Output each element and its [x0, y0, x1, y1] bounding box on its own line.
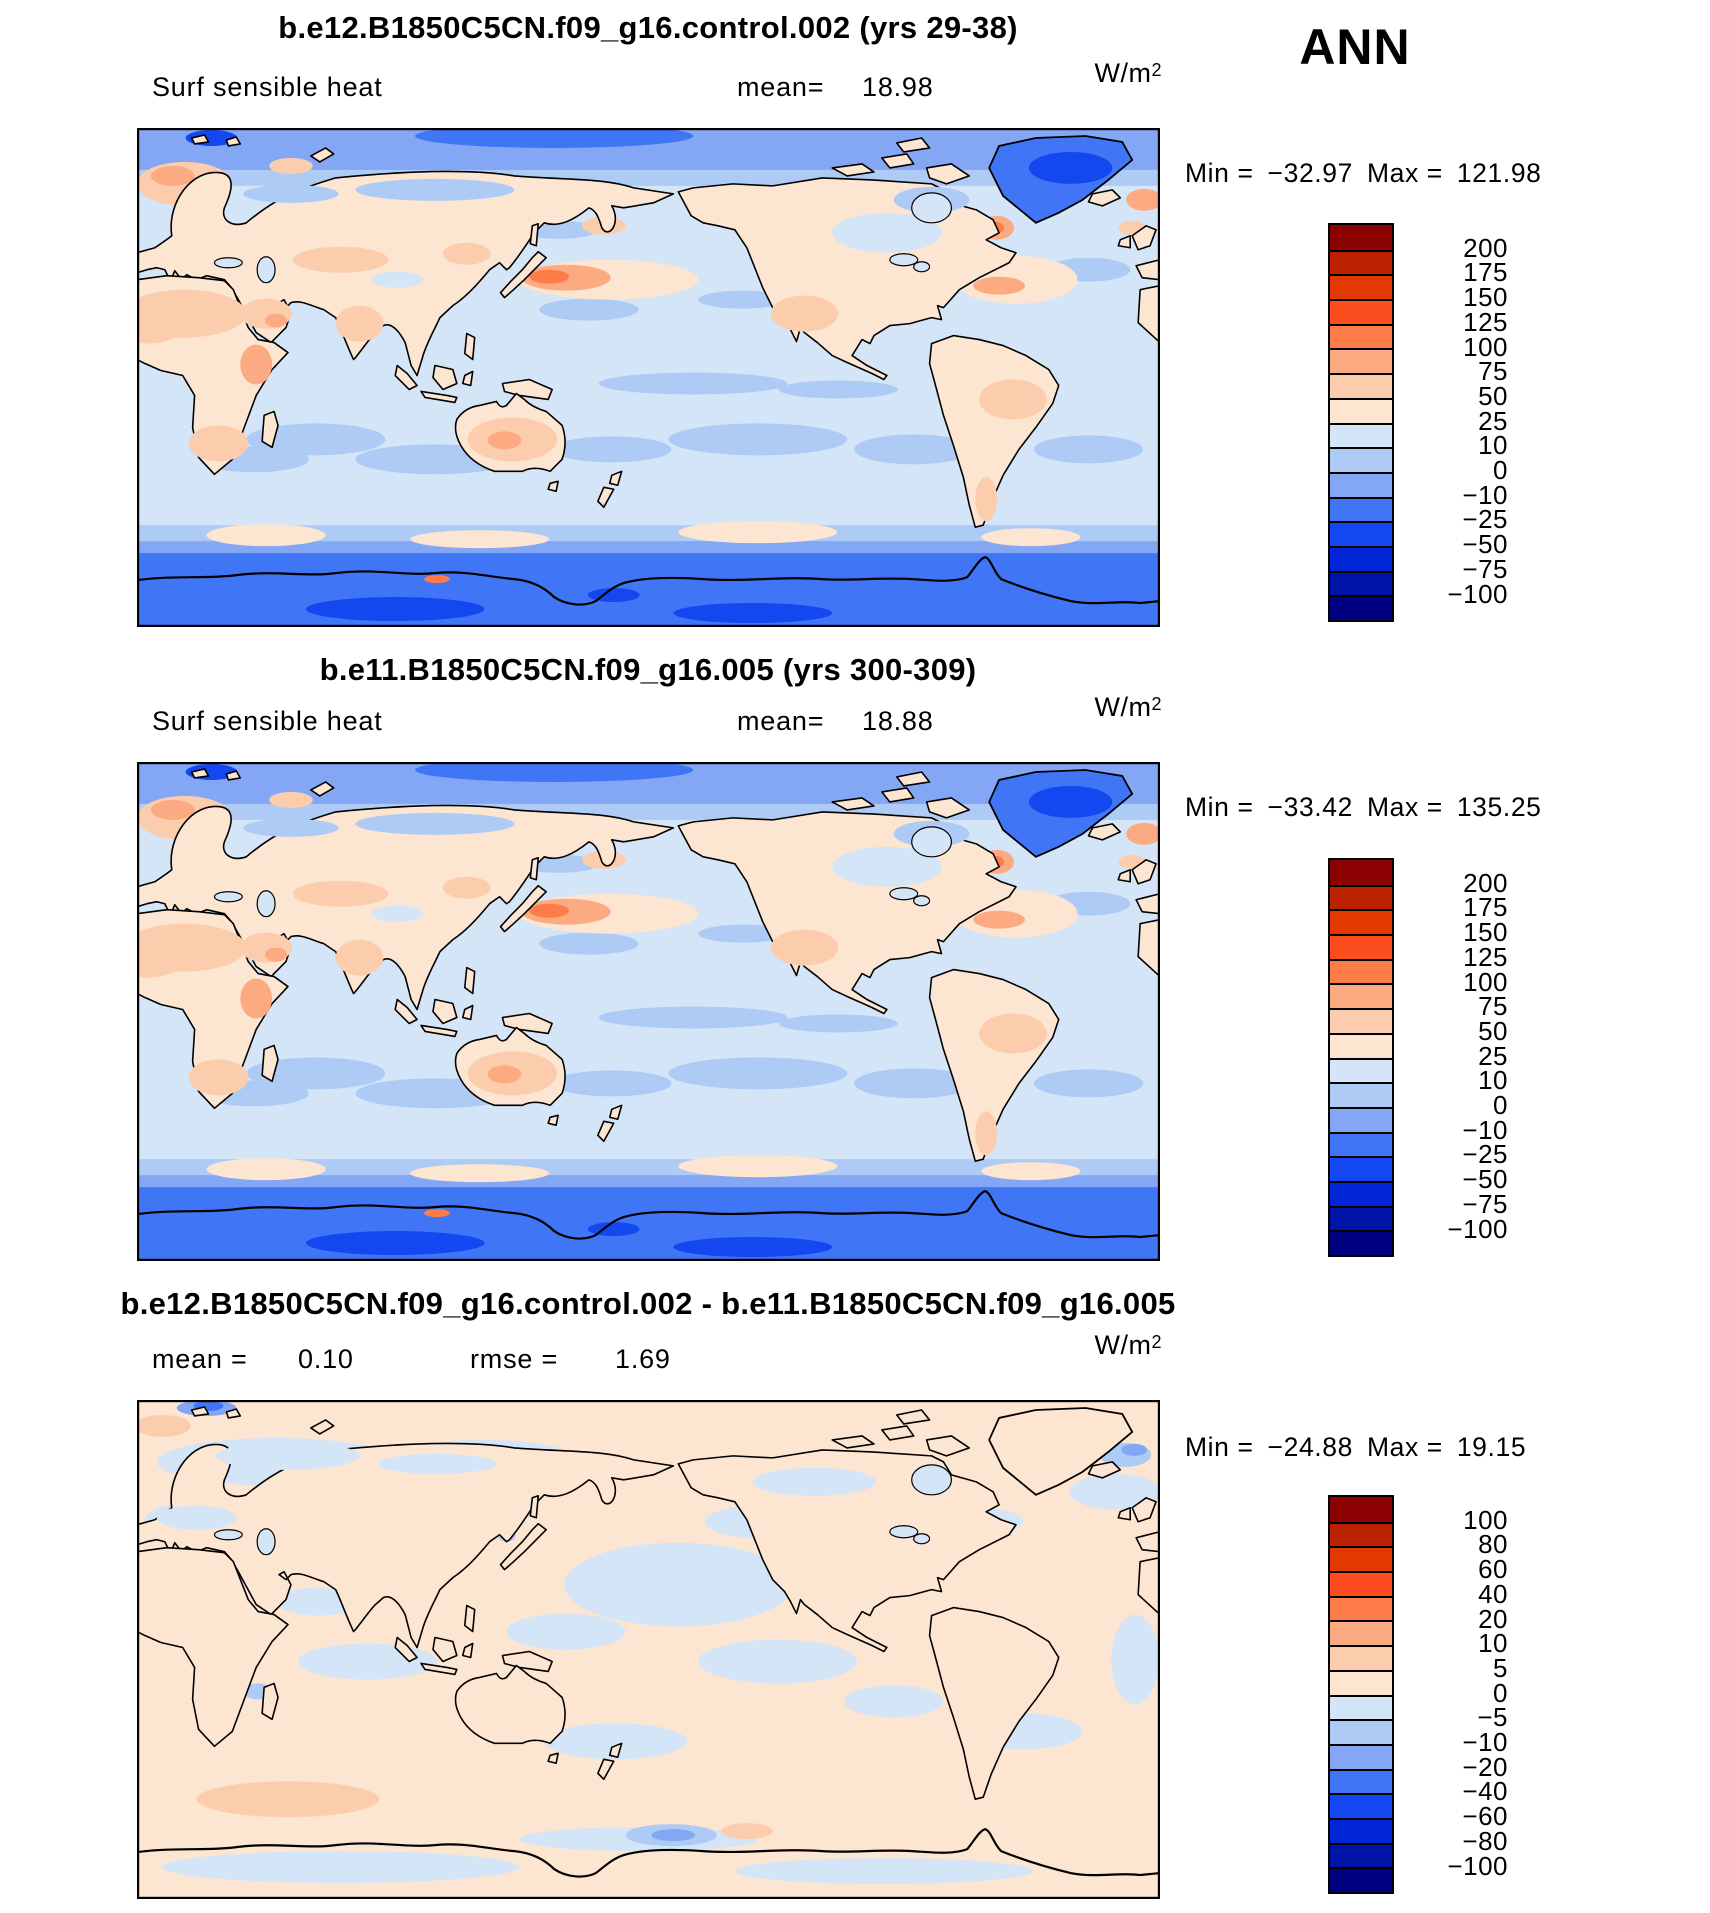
colorbar-tick-label: −5 — [1477, 1702, 1508, 1733]
panel3-title: b.e12.B1850C5CN.f09_g16.control.002 - b.e11.B1850C5CN.f09_g16.005 — [120, 1286, 1176, 1321]
colorbar-tick-label: −10 — [1462, 479, 1508, 510]
colorbar-segment — [1330, 497, 1392, 522]
colorbar-segment — [1330, 1818, 1392, 1843]
colorbar-tick-label: 200 — [1463, 867, 1508, 898]
colorbar-tick-label: 10 — [1478, 1065, 1508, 1096]
colorbar-tick-label: 200 — [1463, 232, 1508, 263]
panel3-min-label: Min = — [1185, 1432, 1254, 1462]
panel1-title: b.e12.B1850C5CN.f09_g16.control.002 (yrs 29-38) — [278, 10, 1018, 45]
colorbar-labels-panel-3 — [1398, 1495, 1508, 1890]
panel3-max-value: 19.15 — [1456, 1432, 1527, 1462]
panel2-title: b.e11.B1850C5CN.f09_g16.005 (yrs 300-309) — [319, 652, 977, 687]
colorbar-labels-panel-2 — [1398, 858, 1508, 1253]
colorbar-panel-1 — [1328, 223, 1394, 622]
colorbar-segment — [1330, 423, 1392, 448]
colorbar-segment — [1330, 299, 1392, 324]
colorbar-tick-label: −100 — [1447, 578, 1508, 609]
colorbar-segment — [1330, 1596, 1392, 1621]
colorbar-segment — [1330, 546, 1392, 571]
colorbar-segment — [1330, 1546, 1392, 1571]
colorbar-tick-label: 50 — [1478, 1015, 1508, 1046]
colorbar-segment — [1330, 250, 1392, 275]
panel2-max-value: 135.25 — [1456, 792, 1542, 822]
colorbar-tick-label: 10 — [1478, 430, 1508, 461]
panel1-variable-label: Surf sensible heat — [152, 72, 383, 102]
panel1-minmax — [1185, 158, 1645, 189]
panel1-min-label: Min = — [1185, 158, 1254, 188]
panel2-max-label: Max = — [1366, 792, 1443, 822]
colorbar-tick-label: 175 — [1463, 892, 1508, 923]
colorbar-tick-label: −75 — [1462, 553, 1508, 584]
colorbar-tick-label: −60 — [1462, 1801, 1508, 1832]
panel1-mean-value: 18.98 — [862, 72, 934, 102]
panel3-mean-value: 0.10 — [298, 1344, 354, 1374]
colorbar-tick-label: 0 — [1493, 455, 1508, 485]
colorbar-segment — [1330, 1769, 1392, 1794]
colorbar-segment — [1330, 1744, 1392, 1769]
colorbar-segment — [1330, 1008, 1392, 1033]
panel1-units-label: $W/m^2$ — [1094, 58, 1162, 88]
colorbar-tick-label: 10 — [1478, 1628, 1508, 1659]
colorbar-tick-label: 150 — [1463, 282, 1508, 313]
colorbar-tick-label: 175 — [1463, 257, 1508, 288]
colorbar-tick-label: −10 — [1462, 1114, 1508, 1145]
colorbar-segment — [1330, 348, 1392, 373]
colorbar-segment — [1330, 1719, 1392, 1744]
colorbar-segment — [1330, 274, 1392, 299]
colorbar-segment — [1330, 1867, 1392, 1892]
colorbar-tick-label: −10 — [1462, 1727, 1508, 1757]
panel3-mean-label: mean = — [152, 1344, 248, 1374]
colorbar-segment — [1330, 1497, 1392, 1522]
colorbar-labels-panel-1 — [1398, 223, 1508, 618]
world-contour-map-case1 — [137, 128, 1160, 627]
panel2-mean-label: mean= — [737, 706, 825, 736]
colorbar-tick-label: 20 — [1478, 1603, 1508, 1634]
colorbar-segment — [1330, 1522, 1392, 1547]
colorbar-tick-label: 25 — [1478, 1040, 1508, 1071]
colorbar-tick-label: −20 — [1462, 1751, 1508, 1782]
season-label: ANN — [1299, 19, 1411, 75]
panel3-rmse-value: 1.69 — [615, 1344, 671, 1374]
colorbar-tick-label: −40 — [1462, 1776, 1508, 1807]
colorbar-tick-label: 40 — [1478, 1578, 1508, 1609]
colorbar-segment — [1330, 1793, 1392, 1818]
colorbar-tick-label: 50 — [1478, 380, 1508, 411]
colorbar-segment — [1330, 909, 1392, 934]
colorbar-tick-label: 75 — [1478, 991, 1508, 1022]
colorbar-segment — [1330, 1571, 1392, 1596]
panel2-variable-label: Surf sensible heat — [152, 706, 383, 736]
colorbar-segment — [1330, 521, 1392, 546]
map-panel-1 — [137, 128, 1160, 627]
panel2-mean-value: 18.88 — [862, 706, 934, 736]
colorbar-segment — [1330, 324, 1392, 349]
colorbar-segment — [1330, 1843, 1392, 1868]
colorbar-segment — [1330, 1107, 1392, 1132]
colorbar-segment — [1330, 373, 1392, 398]
panel1-min-value: −32.97 — [1267, 158, 1353, 188]
colorbar-segment — [1330, 1645, 1392, 1670]
colorbar-segment — [1330, 1695, 1392, 1720]
colorbar-segment — [1330, 571, 1392, 596]
colorbar-tick-label: −50 — [1462, 529, 1508, 560]
colorbar-tick-label: 60 — [1478, 1554, 1508, 1585]
colorbar-segment — [1330, 398, 1392, 423]
colorbar-segment — [1330, 1206, 1392, 1231]
colorbar-tick-label: 125 — [1463, 941, 1508, 972]
colorbar-segment — [1330, 1230, 1392, 1255]
panel3-minmax — [1185, 1432, 1645, 1463]
colorbar-tick-label: −25 — [1462, 504, 1508, 535]
map-panel-2 — [137, 762, 1160, 1261]
panel2-min-label: Min = — [1185, 792, 1254, 822]
panel1-max-value: 121.98 — [1456, 158, 1542, 188]
colorbar-tick-label: 100 — [1463, 331, 1508, 362]
colorbar-segment — [1330, 1181, 1392, 1206]
colorbar-tick-label: 80 — [1478, 1529, 1508, 1560]
colorbar-tick-label: −80 — [1462, 1825, 1508, 1856]
colorbar-tick-label: 125 — [1463, 306, 1508, 337]
world-contour-map-case2 — [137, 762, 1160, 1261]
colorbar-segment — [1330, 1670, 1392, 1695]
colorbar-segment — [1330, 983, 1392, 1008]
colorbar-tick-label: −75 — [1462, 1188, 1508, 1219]
colorbar-tick-label: 100 — [1463, 1504, 1508, 1535]
colorbar-segment — [1330, 1156, 1392, 1181]
panel2-minmax — [1185, 792, 1645, 823]
panel3-rmse-label: rmse = — [470, 1344, 559, 1374]
colorbar-panel-2 — [1328, 858, 1394, 1257]
panel2-units-label: $W/m^2$ — [1094, 692, 1162, 722]
colorbar-tick-label: 150 — [1463, 917, 1508, 948]
colorbar-segment — [1330, 860, 1392, 885]
colorbar-segment — [1330, 1620, 1392, 1645]
panel2-min-value: −33.42 — [1267, 792, 1353, 822]
colorbar-segment — [1330, 1033, 1392, 1058]
colorbar-segment — [1330, 472, 1392, 497]
colorbar-tick-label: 100 — [1463, 966, 1508, 997]
colorbar-tick-label: −50 — [1462, 1164, 1508, 1195]
colorbar-segment — [1330, 1132, 1392, 1157]
colorbar-tick-label: 75 — [1478, 356, 1508, 387]
colorbar-segment — [1330, 885, 1392, 910]
panel1-max-label: Max = — [1366, 158, 1443, 188]
colorbar-segment — [1330, 225, 1392, 250]
panel1-mean-label: mean= — [737, 72, 825, 102]
colorbar-tick-label: 0 — [1493, 1677, 1508, 1708]
world-contour-map-difference — [137, 1400, 1160, 1899]
colorbar-segment — [1330, 447, 1392, 472]
colorbar-tick-label: 5 — [1493, 1652, 1508, 1683]
map-panel-3-difference — [137, 1400, 1160, 1899]
colorbar-segment — [1330, 1082, 1392, 1107]
colorbar-segment — [1330, 959, 1392, 984]
colorbar-panel-3 — [1328, 1495, 1394, 1894]
colorbar-tick-label: 0 — [1493, 1090, 1508, 1120]
colorbar-segment — [1330, 934, 1392, 959]
colorbar-tick-label: −25 — [1462, 1139, 1508, 1170]
colorbar-segment — [1330, 595, 1392, 620]
colorbar-segment — [1330, 1058, 1392, 1083]
panel3-max-label: Max = — [1366, 1432, 1443, 1462]
colorbar-tick-label: 25 — [1478, 405, 1508, 436]
panel3-units-label: $W/m^2$ — [1094, 1330, 1162, 1360]
colorbar-tick-label: −100 — [1447, 1213, 1508, 1244]
panel3-min-value: −24.88 — [1267, 1432, 1353, 1462]
colorbar-tick-label: −100 — [1447, 1850, 1508, 1881]
